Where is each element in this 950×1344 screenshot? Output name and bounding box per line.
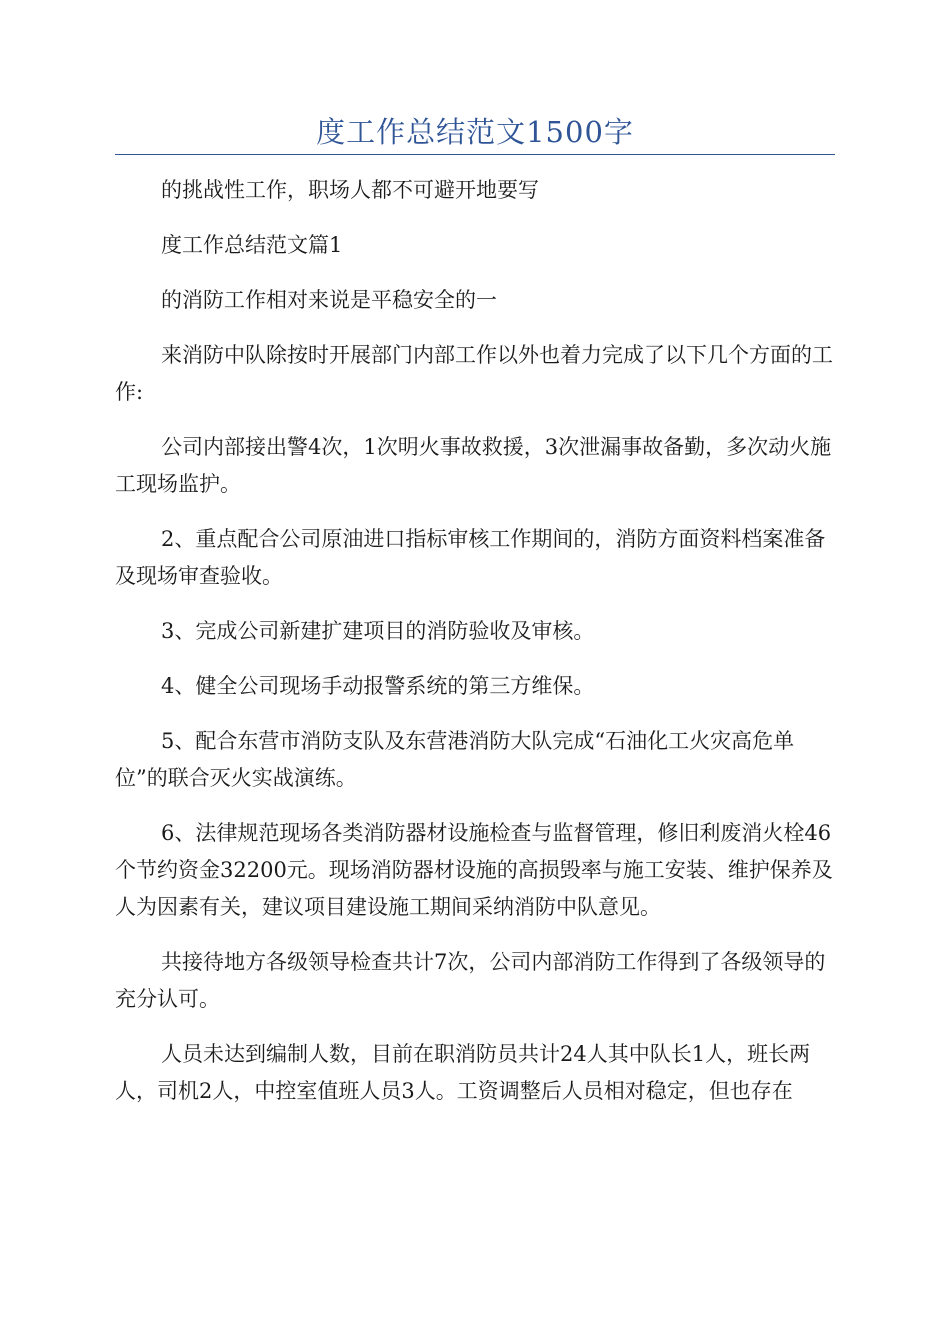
document-title: 度工作总结范文1500字 [316,115,634,149]
paragraph-6: 2、重点配合公司原油进口指标审核工作期间的，消防方面资料档案准备及现场审查验收。 [115,527,826,588]
paragraph-9: 5、配合东营市消防支队及东营港消防大队完成“石油化工火灾高危单位”的联合灭火实战演练。 [115,729,795,790]
document-body [115,172,835,1128]
paragraph-8: 4、健全公司现场手动报警系统的第三方维保。 [161,674,595,698]
paragraph-2: 度工作总结范文篇1 [161,233,343,257]
title-underline [115,154,835,155]
paragraph-11: 共接待地方各级领导检查共计7次，公司内部消防工作得到了各级领导的充分认可。 [115,950,826,1011]
paragraph-7: 3、完成公司新建扩建项目的消防验收及审核。 [161,619,595,643]
paragraph-3: 的消防工作相对来说是平稳安全的一 [161,288,497,312]
paragraph-12: 人员未达到编制人数，目前在职消防员共计24人其中队长1人，班长两人，司机2人，中控室值班人员3人。工资调整后人员相对稳定，但也存在 [115,1042,811,1103]
paragraph-5: 公司内部接出警4次，1次明火事故救援，3次泄漏事故备勤，多次动火施工现场监护。 [115,435,832,496]
paragraph-4: 来消防中队除按时开展部门内部工作以外也着力完成了以下几个方面的工作: [115,343,833,404]
paragraph-10: 6、法律规范现场各类消防器材设施检查与监督管理，修旧利废消火栓46个节约资金32200元。现场消防器材设施的高损毁率与施工安装、维护保养及人为因素有关，建议项目建设施工期间采纳消防中队意见。 [115,821,833,919]
paragraph-1: 的挑战性工作，职场人都不可避开地要写 [161,178,539,202]
